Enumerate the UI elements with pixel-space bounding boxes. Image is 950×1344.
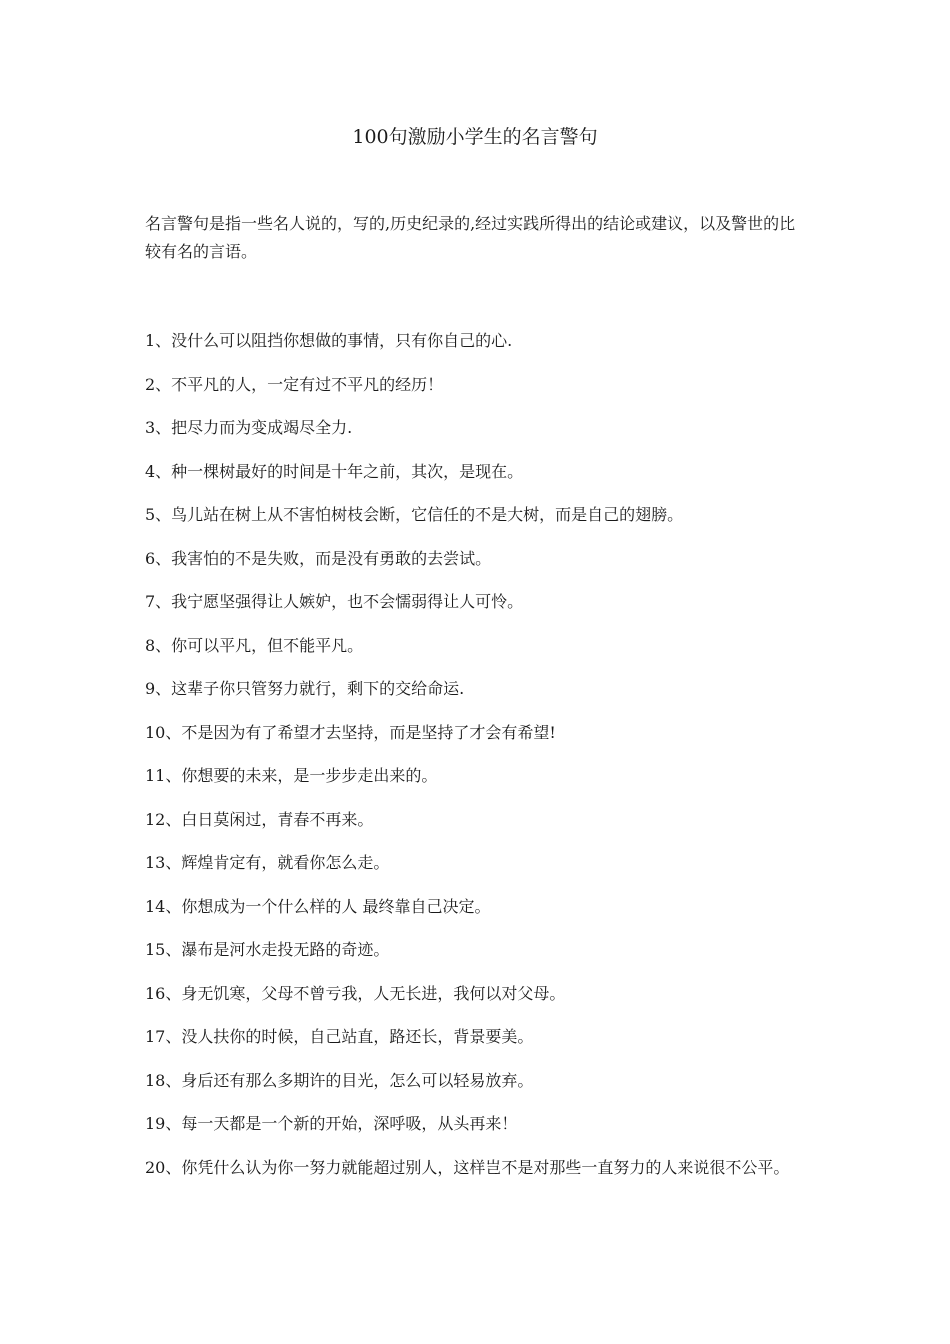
quote-item: 16、身无饥寒，父母不曾亏我，人无长进，我何以对父母。 [145, 983, 566, 1003]
quote-item: 9、这辈子你只管努力就行，剩下的交给命运. [145, 679, 465, 698]
quote-item: 14、你想成为一个什么样的人 最终靠自己决定。 [145, 896, 491, 916]
quote-item: 18、身后还有那么多期许的目光，怎么可以轻易放弃。 [145, 1070, 534, 1090]
quote-item: 15、瀑布是河水走投无路的奇迹。 [145, 940, 390, 959]
quote-item: 2、不平凡的人，一定有过不平凡的经历！ [145, 374, 444, 394]
quote-item: 7、我宁愿坚强得让人嫉妒，也不会懦弱得让人可怜。 [145, 592, 524, 611]
quote-list [145, 327, 810, 1197]
quote-item: 17、没人扶你的时候，自己站直，路还长，背景要美。 [145, 1027, 534, 1046]
quote-item: 19、每一天都是一个新的开始，深呼吸，从头再来！ [145, 1114, 518, 1133]
quote-item: 1、没什么可以阻挡你想做的事情，只有你自己的心. [145, 331, 513, 350]
quote-item: 4、种一棵树最好的时间是十年之前，其次，是现在。 [145, 461, 524, 481]
quote-item: 12、白日莫闲过，青春不再来。 [145, 809, 374, 829]
quote-item: 10、不是因为有了希望才去坚持，而是坚持了才会有希望! [145, 722, 556, 742]
quote-item: 13、辉煌肯定有，就看你怎么走。 [145, 853, 390, 872]
intro-paragraph: 名言警句是指一些名人说的，写的,历史纪录的,经过实践所得出的结论或建议，以及警世的比较有名的言语。 [145, 214, 796, 261]
quote-item: 20、你凭什么认为你一努力就能超过别人，这样岂不是对那些一直努力的人来说很不公平。 [145, 1157, 790, 1177]
quote-item: 3、把尽力而为变成竭尽全力. [145, 418, 353, 437]
quote-item: 6、我害怕的不是失败，而是没有勇敢的去尝试。 [145, 548, 492, 568]
document-title: 100句激励小学生的名言警句 [352, 126, 598, 148]
quote-item: 5、鸟儿站在树上从不害怕树枝会断，它信任的不是大树，而是自己的翅膀。 [145, 505, 684, 524]
quote-item: 8、你可以平凡，但不能平凡。 [145, 635, 364, 655]
quote-item: 11、你想要的未来，是一步步走出来的。 [145, 766, 438, 785]
